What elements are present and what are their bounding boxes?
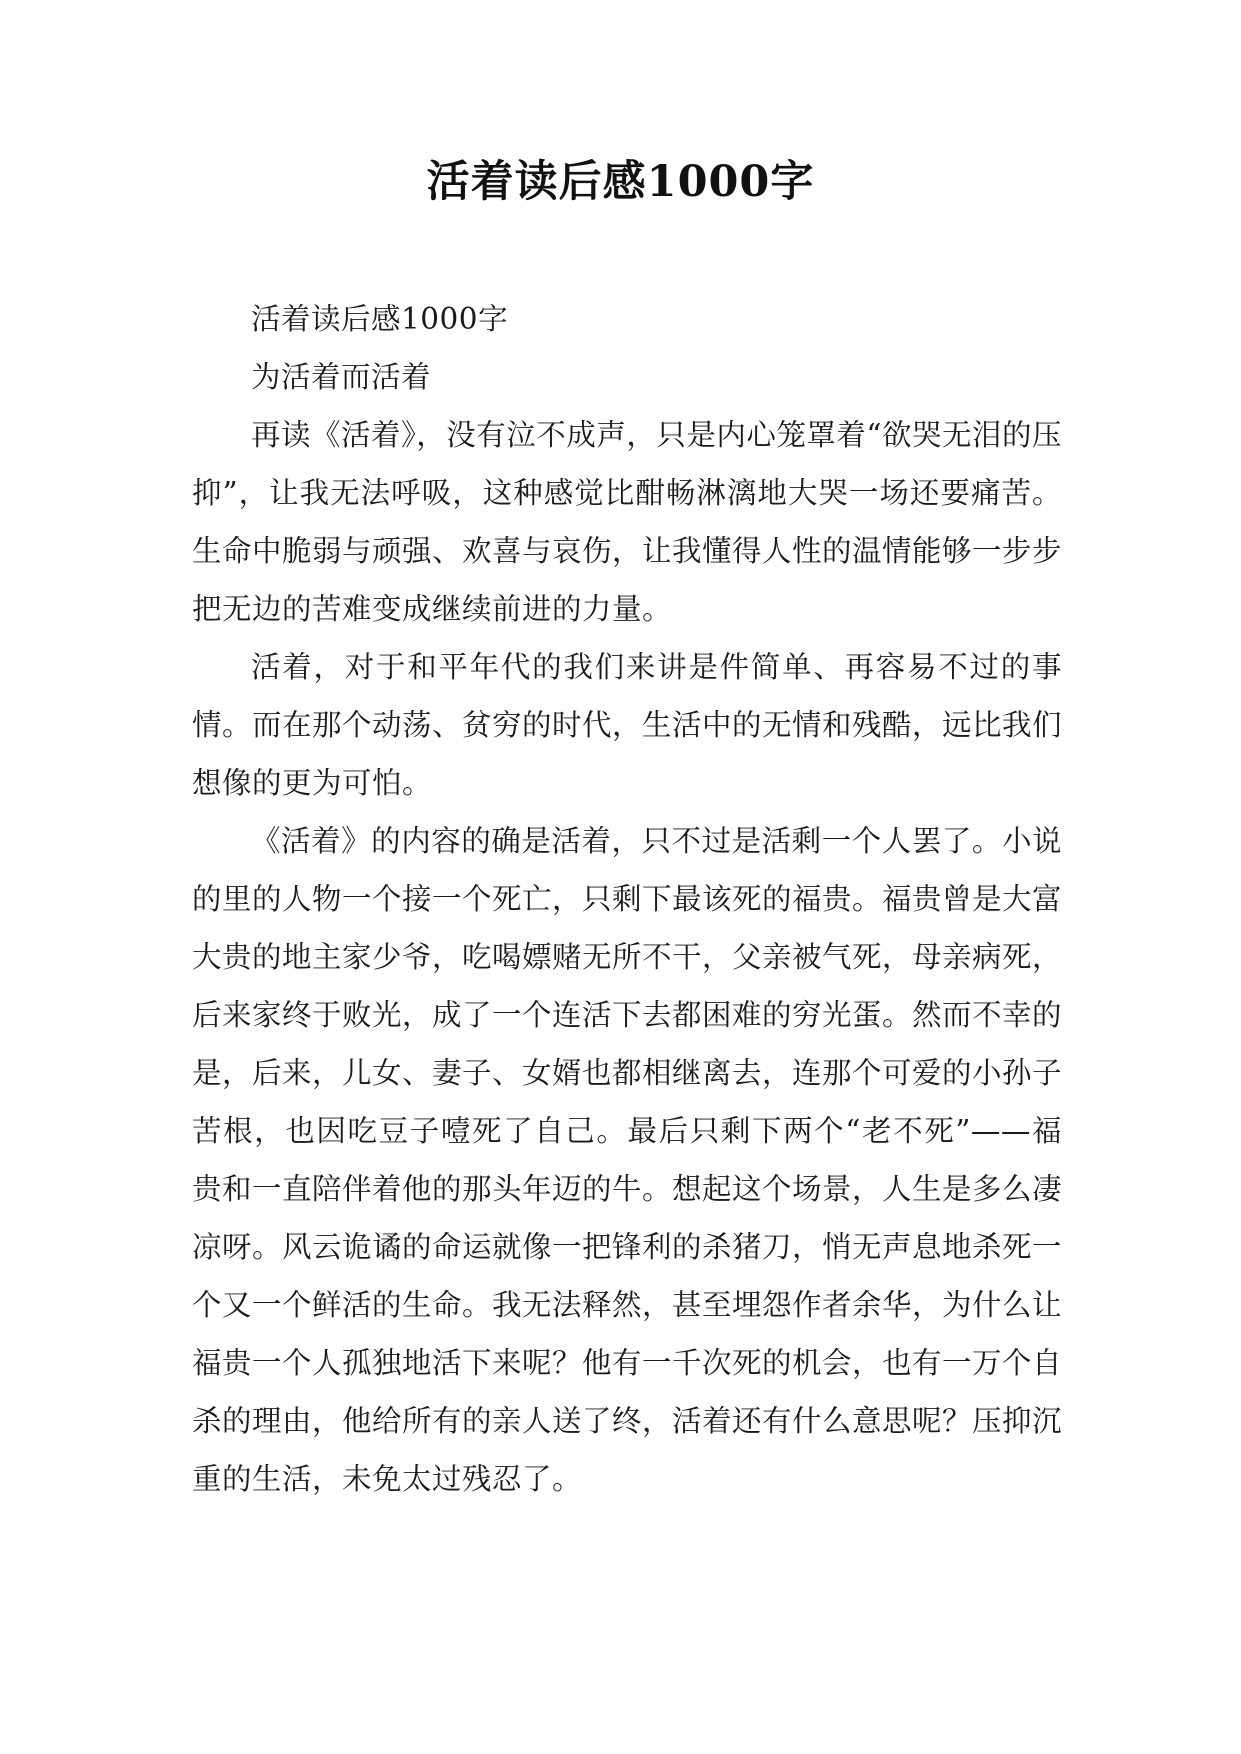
body-paragraph: 《活着》的内容的确是活着，只不过是活剩一个人罢了。小说的里的人物一个接一个死亡，只剩下最该死的福贵。福贵曾是大富大贵的地主家少爷，吃喝嫖赌无所不干，父亲被气死，母亲病死，后来家终于败光，成了一个连活下去都困难的穷光蛋。然而不幸的是，后来，儿女、妻子、女婿也都相继离去，连那个可爱的小孙子苦根，也因吃豆子噎死了自己。最后只剩下两个“老不死”——福贵和一直陪伴着他的那头年迈的牛。想起这个场景，人生是多么凄凉呀。风云诡谲的命运就像一把锋利的杀猪刀，悄无声息地杀死一个又一个鲜活的生命。我无法释然，甚至埋怨作者余华，为什么让福贵一个人孤独地活下来呢？他有一千次死的机会，也有一万个自杀的理由，他给所有的亲人送了终，活着还有什么意思呢？压抑沉重的生活，未免太过残忍了。 [192, 824, 1063, 1496]
heading-paragraph: 为活着而活着 [251, 360, 432, 394]
document-body [192, 290, 1062, 1508]
body-paragraph: 活着，对于和平年代的我们来讲是件简单、再容易不过的事情。而在那个动荡、贫穷的时代，生活中的无情和残酷，远比我们想像的更为可怕。 [192, 650, 1063, 800]
body-paragraph: 再读《活着》，没有泣不成声，只是内心笼罩着“欲哭无泪的压抑”，让我无法呼吸，这种感觉比酣畅淋漓地大哭一场还要痛苦。生命中脆弱与顽强、欢喜与哀伤，让我懂得人性的温情能够一步步把无边的苦难变成继续前进的力量。 [192, 418, 1063, 626]
subtitle-paragraph: 活着读后感1000字 [251, 302, 509, 336]
document-title: 活着读后感1000字 [426, 157, 815, 207]
